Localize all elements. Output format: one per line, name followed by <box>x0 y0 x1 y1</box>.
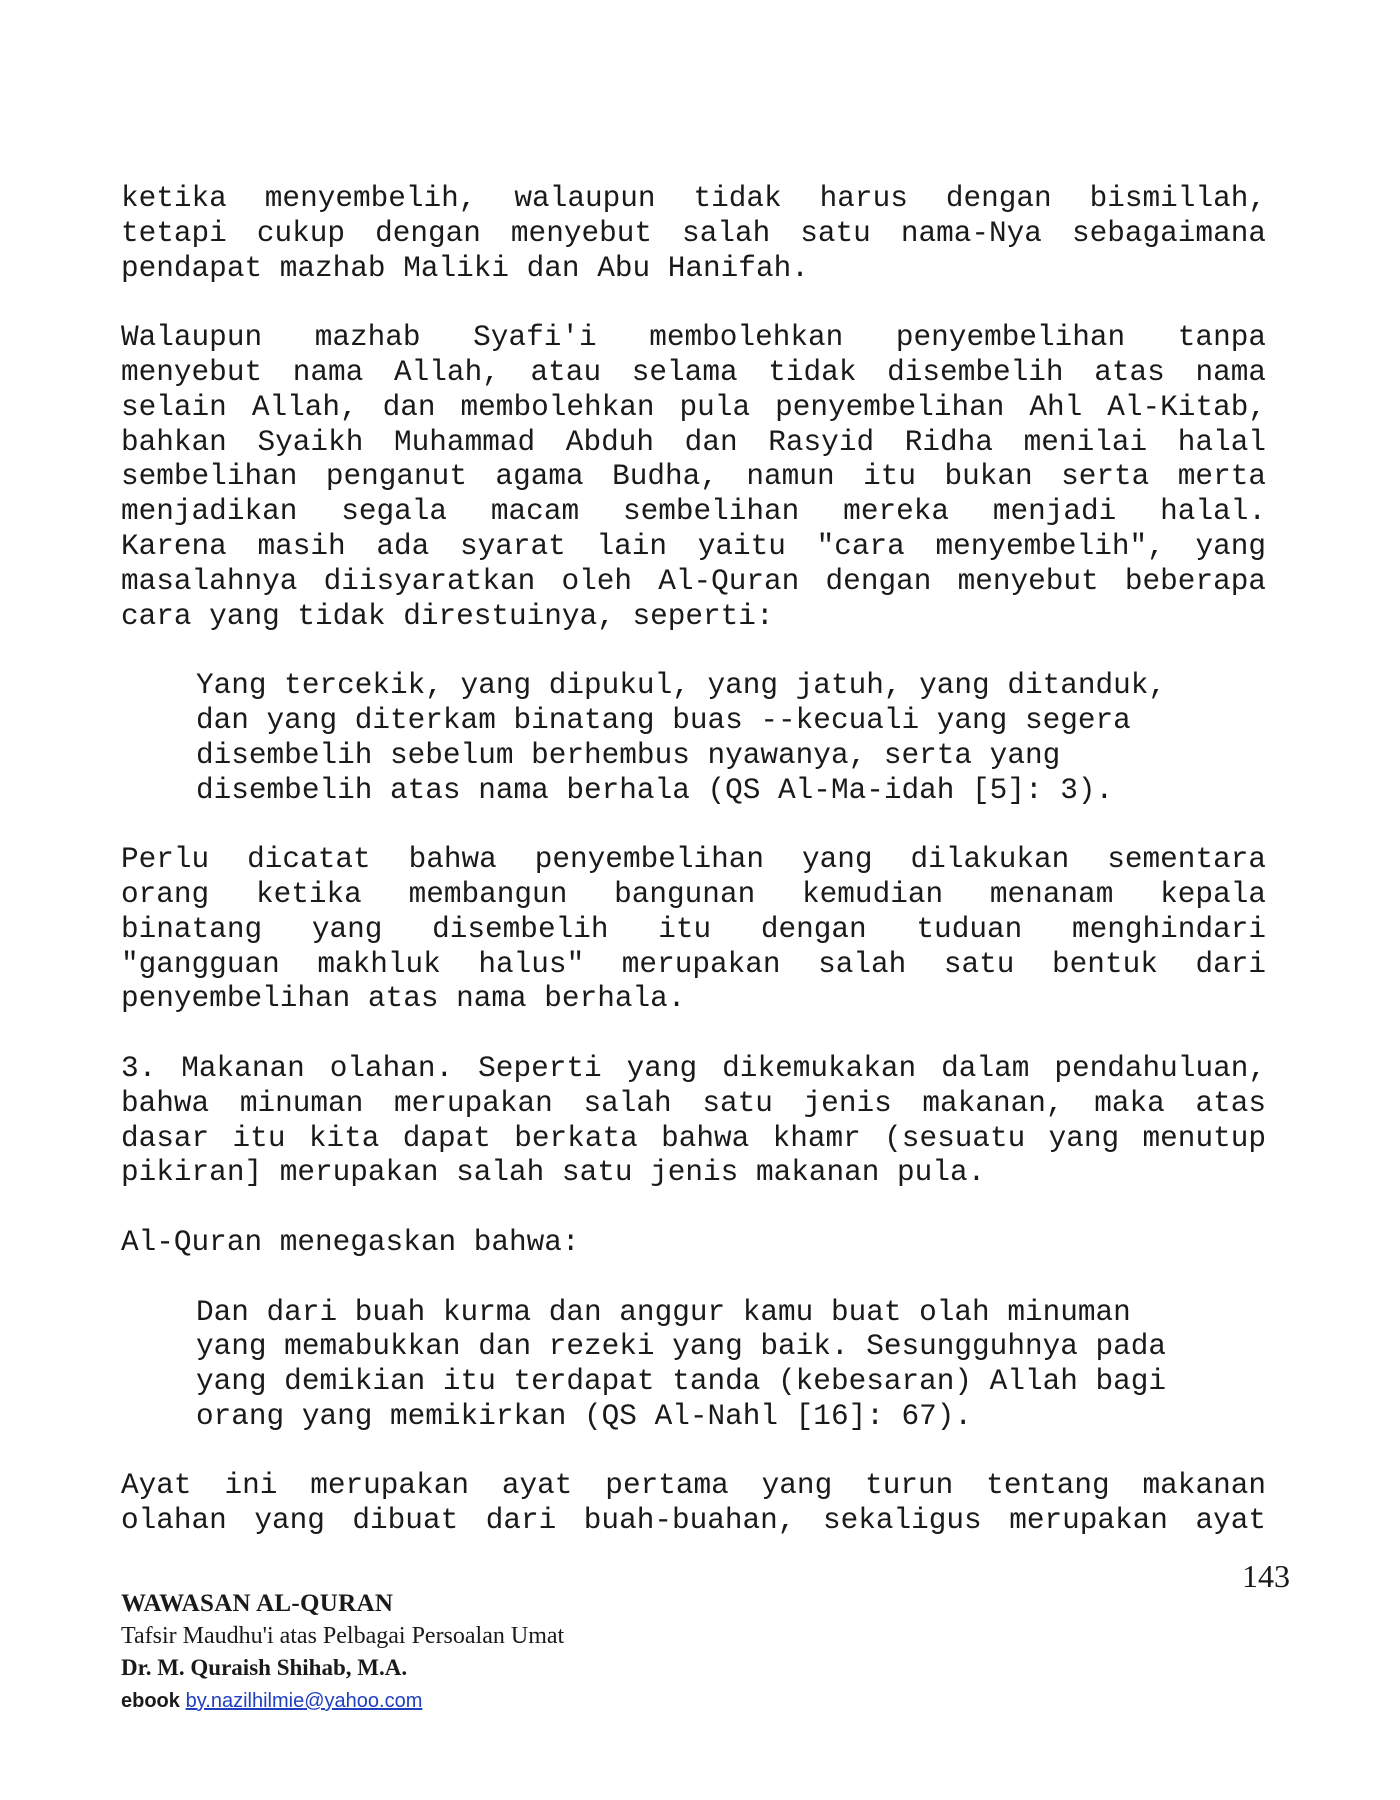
footer-ebook-line <box>121 1684 564 1717</box>
text-line: cara yang tidak direstuinya, seperti: <box>121 599 774 633</box>
text-line: ketika menyembelih, walaupun tidak harus dengan bismillah, <box>121 182 1266 215</box>
footer-subtitle: Tafsir Maudhu'i atas Pelbagai Persoalan Umat <box>121 1623 565 1649</box>
text-line: Perlu dicatat bahwa penyembelihan yang dilakukan sementara <box>121 843 1266 877</box>
text-line: tetapi cukup dengan menyebut salah satu nama-Nya sebagaimana <box>121 216 1266 250</box>
quote-line: yang memabukkan dan rezeki yang baik. Sesungguhnya pada <box>196 1330 1167 1364</box>
paragraph <box>121 1469 1266 1539</box>
text-line: menyebut nama Allah, atau selama tidak disembelih atas nama <box>121 355 1266 389</box>
body-text <box>121 182 1266 1574</box>
text-line: pikiran] merupakan salah satu jenis makanan pula. <box>121 1156 986 1190</box>
quote-line: dan yang diterkam binatang buas --kecuali yang segera <box>196 703 1131 737</box>
text-line: dasar itu kita dapat berkata bahwa khamr (sesuatu yang menutup <box>121 1121 1266 1155</box>
paragraph <box>121 1226 1266 1261</box>
quote-line: Dan dari buah kurma dan anggur kamu buat olah minuman <box>196 1295 1131 1329</box>
text-line: 3. Makanan olahan. Seperti yang dikemukakan dalam pendahuluan, <box>121 1051 1266 1085</box>
text-line: binatang yang disembelih itu dengan tuduan menghindari <box>121 912 1266 946</box>
text-line: olahan yang dibuat dari buah-buahan, sekaligus merupakan ayat <box>121 1504 1266 1538</box>
quote-line: Yang tercekik, yang dipukul, yang jatuh, yang ditanduk, <box>196 669 1167 703</box>
page-number: 143 <box>1242 1558 1290 1594</box>
text-line: "gangguan makhluk halus" merupakan salah satu bentuk dari <box>121 947 1266 981</box>
text-line: bahkan Syaikh Muhammad Abduh dan Rasyid Ridha menilai halal <box>121 425 1266 459</box>
quote-line: disembelih atas nama berhala (QS Al-Ma-idah [5]: 3). <box>196 773 1114 807</box>
footer-book-title: WAWASAN AL-QURAN <box>121 1590 394 1617</box>
text-line: menjadikan segala macam sembelihan mereka menjadi halal. <box>121 495 1266 529</box>
block-quote <box>196 1296 1266 1435</box>
text-line: Walaupun mazhab Syafi'i membolehkan penyembelihan tanpa <box>121 321 1266 355</box>
text-line: sembelihan penganut agama Budha, namun itu bukan serta merta <box>121 460 1266 494</box>
text-line: selain Allah, dan membolehkan pula penyembelihan Ahl Al-Kitab, <box>121 390 1266 424</box>
footer-ebook-label: ebook <box>121 1690 180 1712</box>
paragraph <box>121 1052 1266 1191</box>
text-line: bahwa minuman merupakan salah satu jenis makanan, maka atas <box>121 1086 1266 1120</box>
quote-line: orang yang memikirkan (QS Al-Nahl [16]: 67). <box>196 1399 973 1433</box>
text-line: pendapat mazhab Maliki dan Abu Hanifah. <box>121 251 809 285</box>
paragraph <box>121 321 1266 634</box>
page-footer <box>121 1588 564 1717</box>
quote-line: disembelih sebelum berhembus nyawanya, serta yang <box>196 738 1061 772</box>
text-line: Ayat ini merupakan ayat pertama yang turun tentang makanan <box>121 1469 1266 1503</box>
text-line: Al-Quran menegaskan bahwa: <box>121 1225 580 1259</box>
footer-email-link[interactable]: by.nazilhilmie@yahoo.com <box>185 1690 423 1712</box>
paragraph <box>121 843 1266 1017</box>
text-line: penyembelihan atas nama berhala. <box>121 982 686 1016</box>
text-line: Karena masih ada syarat lain yaitu "cara menyembelih", yang <box>121 529 1266 563</box>
paragraph <box>121 182 1266 286</box>
footer-author: Dr. M. Quraish Shihab, M.A. <box>121 1655 408 1680</box>
text-line: orang ketika membangun bangunan kemudian menanam kepala <box>121 877 1266 911</box>
text-line: masalahnya diisyaratkan oleh Al-Quran dengan menyebut beberapa <box>121 564 1266 598</box>
block-quote <box>196 669 1266 808</box>
quote-line: yang demikian itu terdapat tanda (kebesaran) Allah bagi <box>196 1365 1167 1399</box>
